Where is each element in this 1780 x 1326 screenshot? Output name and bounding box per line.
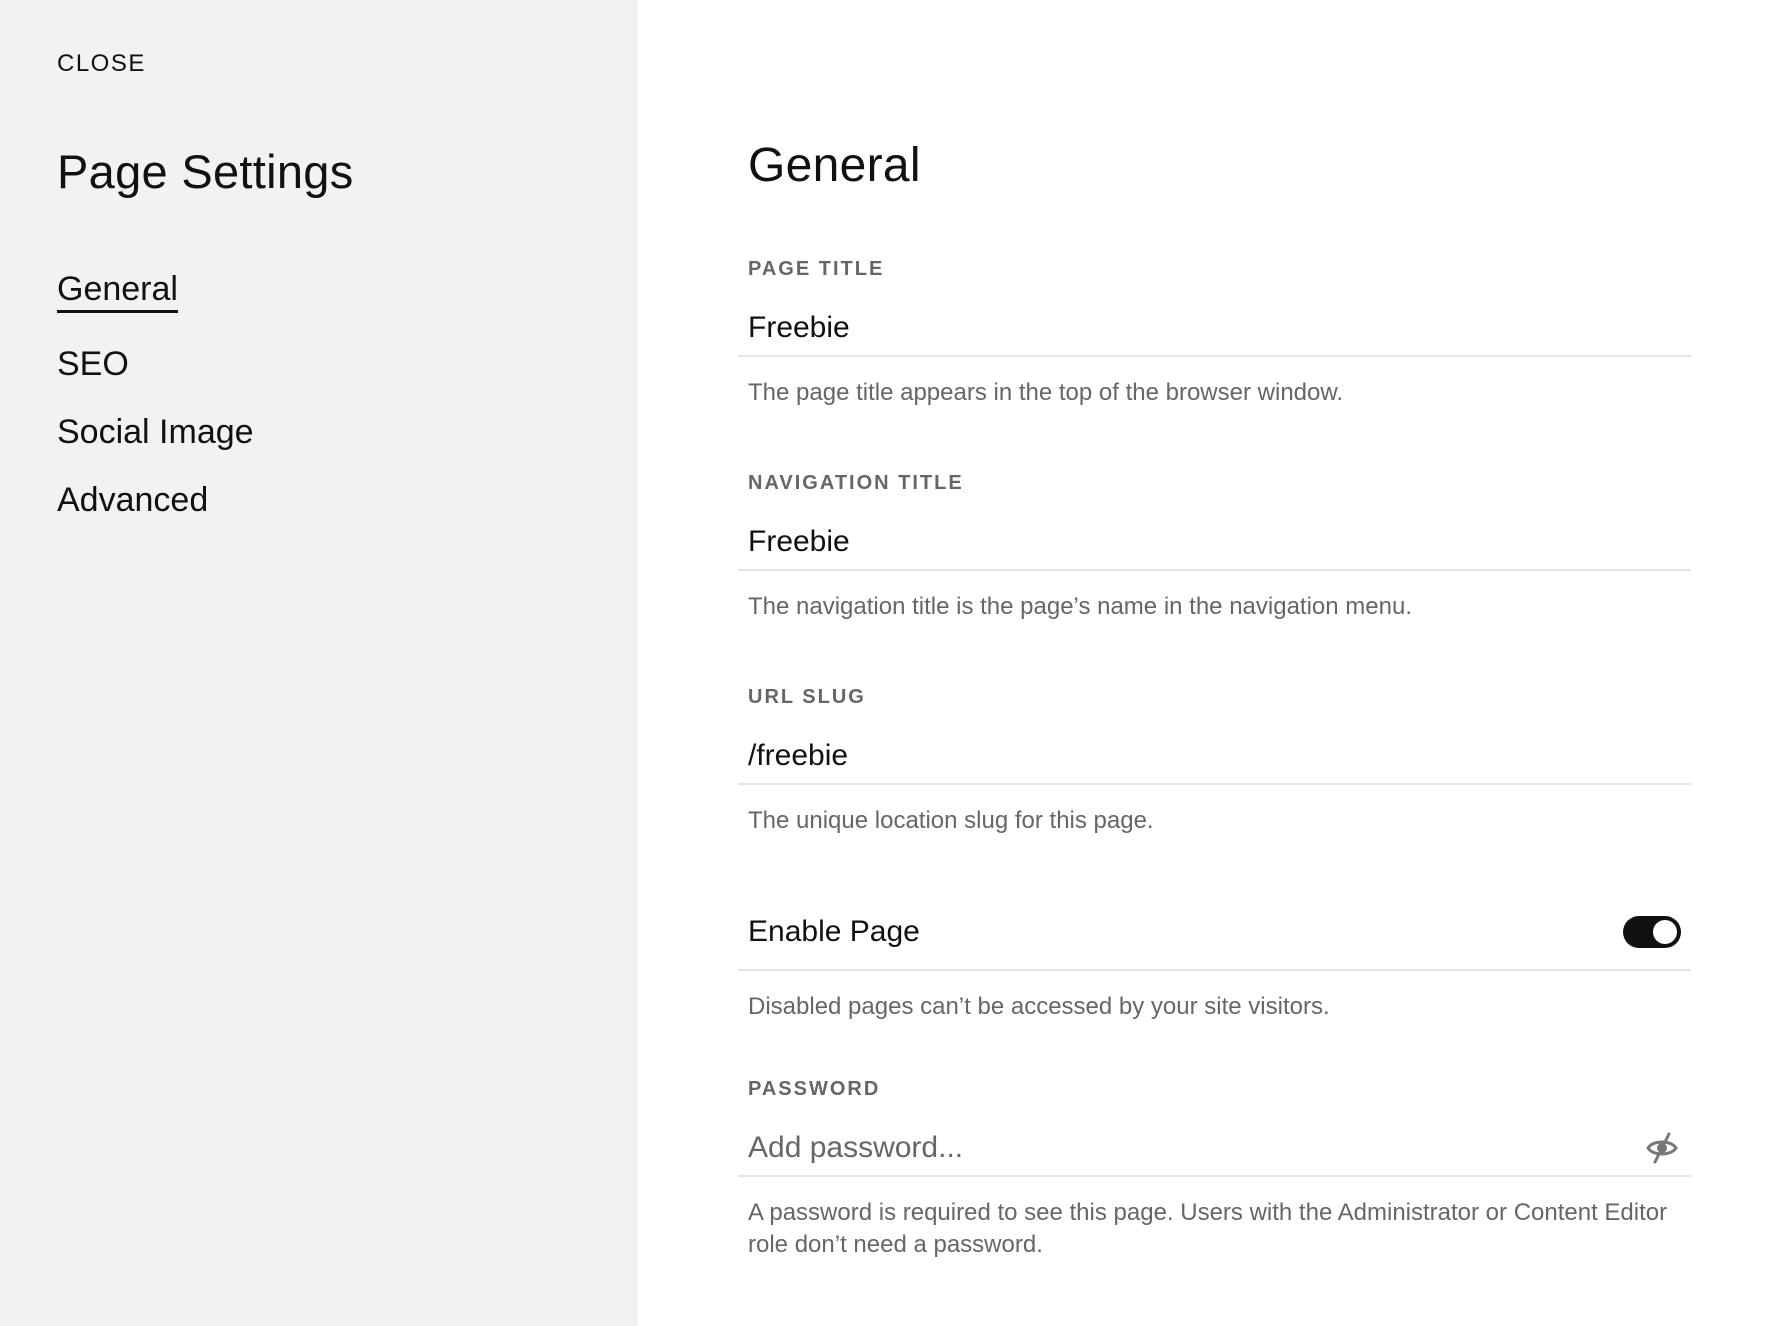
sidebar-title: Page Settings bbox=[57, 145, 354, 198]
navigation-title-input-wrapper bbox=[738, 515, 1691, 571]
page-title-label: PAGE TITLE bbox=[748, 258, 885, 280]
navigation-title-input[interactable] bbox=[738, 515, 1691, 569]
password-label: PASSWORD bbox=[748, 1078, 881, 1100]
navigation-title-field bbox=[738, 472, 1691, 623]
url-slug-input[interactable] bbox=[738, 729, 1691, 783]
sidebar-item-seo[interactable]: SEO bbox=[57, 345, 129, 383]
url-slug-field bbox=[738, 686, 1691, 837]
url-slug-help: The unique location slug for this page. bbox=[748, 807, 1154, 834]
password-field bbox=[738, 1078, 1691, 1261]
toggle-knob bbox=[1653, 920, 1677, 944]
enable-page-help: Disabled pages can’t be accessed by your site visitors. bbox=[748, 993, 1330, 1020]
enable-page-field bbox=[738, 895, 1691, 1023]
sidebar-nav bbox=[57, 272, 254, 517]
page-title-help: The page title appears in the top of the browser window. bbox=[748, 379, 1344, 406]
page-title: General bbox=[748, 139, 921, 192]
page-title-input-wrapper bbox=[738, 301, 1691, 357]
url-slug-label: URL SLUG bbox=[748, 686, 866, 708]
enable-page-toggle[interactable] bbox=[1623, 916, 1681, 948]
close-button[interactable]: CLOSE bbox=[57, 50, 146, 77]
password-input-wrapper bbox=[738, 1121, 1691, 1177]
page-title-input[interactable] bbox=[738, 301, 1691, 355]
navigation-title-help: The navigation title is the page’s name in the navigation menu. bbox=[748, 593, 1412, 620]
password-help: A password is required to see this page. Users with the Administrator or Content Editor role don’t need a password. bbox=[748, 1199, 1668, 1258]
hide-password-icon[interactable] bbox=[1643, 1128, 1681, 1168]
password-input[interactable] bbox=[738, 1121, 1643, 1175]
url-slug-input-wrapper bbox=[738, 729, 1691, 785]
sidebar bbox=[0, 0, 638, 1326]
page-title-field bbox=[738, 258, 1691, 409]
enable-page-row bbox=[738, 895, 1691, 971]
enable-page-label: Enable Page bbox=[748, 915, 920, 948]
navigation-title-label: NAVIGATION TITLE bbox=[748, 472, 964, 494]
main-panel bbox=[638, 0, 1780, 1326]
sidebar-item-general[interactable]: General bbox=[57, 272, 178, 313]
sidebar-item-advanced[interactable]: Advanced bbox=[57, 481, 209, 519]
sidebar-item-social-image[interactable]: Social Image bbox=[57, 413, 254, 451]
